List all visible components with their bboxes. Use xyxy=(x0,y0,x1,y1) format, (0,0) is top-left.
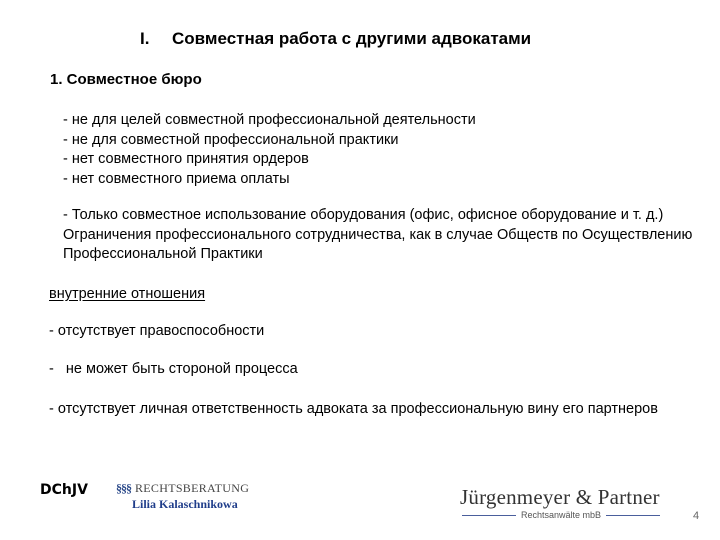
divider xyxy=(606,515,660,516)
firm-logo-name: Jürgenmeyer & Partner xyxy=(460,485,660,509)
list-item: - нет совместного приема оплаты xyxy=(63,170,290,187)
equipment-paragraph: - Только совместное использование оборудования (офис, офисное оборудование и т. д.) Ограничения профессионального сотрудничества, как в случае Обществ по Осуществлению Профессиональной Практики xyxy=(63,207,693,262)
list-item: - отсутствует личная ответственность адвоката за профессиональную вину его партнеров xyxy=(49,401,658,417)
list-item: - не для целей совместной профессиональной деятельности xyxy=(63,112,476,128)
page-title: Совместная работа с другими адвокатами xyxy=(172,29,532,48)
paragraph-sign-icon: §§§ xyxy=(116,481,131,495)
section-title: 1. Совместное бюро xyxy=(50,71,202,88)
firm-logo-subtitle xyxy=(462,510,660,520)
rechtsberatung-logo xyxy=(116,481,249,496)
firm-subtitle-text: Rechtsanwälte mbB xyxy=(520,510,602,520)
restrictions-list xyxy=(63,111,476,189)
rechtsberatung-text: RECHTSBERATUNG xyxy=(135,481,250,495)
page-number: 4 xyxy=(693,510,700,522)
list-item: - не для совместной профессиональной практики xyxy=(63,131,399,148)
heading-number: I. xyxy=(140,29,150,48)
internal-relations-heading: внутренние отношения xyxy=(49,286,206,302)
list-item: - отсутствует правоспособности xyxy=(49,323,265,339)
list-item: - не может быть стороной процесса xyxy=(49,361,298,377)
dchjv-logo: DChJV xyxy=(40,482,88,498)
list-item: - нет совместного принятия ордеров xyxy=(63,151,309,167)
consultant-name: Lilia Kalaschnikowa xyxy=(132,497,238,511)
divider xyxy=(462,515,516,516)
